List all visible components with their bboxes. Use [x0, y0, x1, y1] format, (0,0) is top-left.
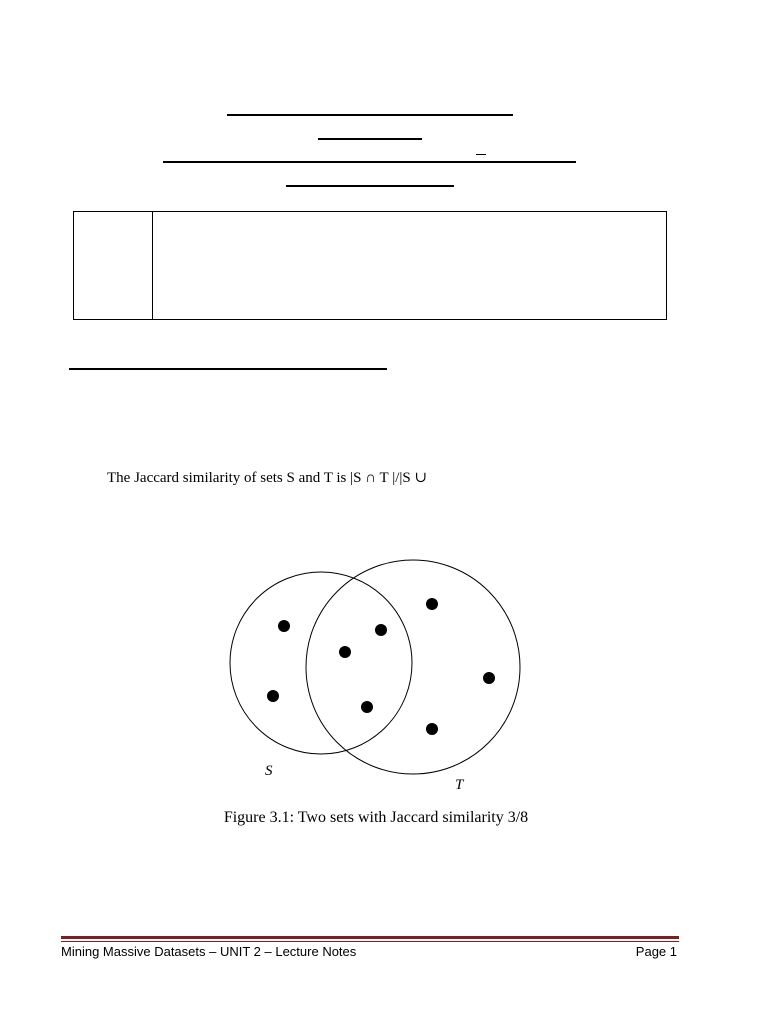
set-element-dot: [426, 598, 438, 610]
set-s-circle: [230, 572, 412, 754]
jaccard-definition-text: The Jaccard similarity of sets S and T is |S ∩ T |/|S ∪: [107, 470, 428, 486]
figure-caption: Figure 3.1: Two sets with Jaccard similarity 3/8: [223, 809, 529, 826]
set-element-dot: [483, 672, 495, 684]
footer-course-title: Mining Massive Datasets – UNIT 2 – Lecture Notes: [61, 944, 357, 959]
footer-rule-thin: [61, 941, 679, 942]
set-element-dot: [426, 723, 438, 735]
set-t-label: T: [455, 777, 464, 793]
set-element-dot: [375, 624, 387, 636]
set-t-circle: [306, 560, 520, 774]
set-element-dot: [278, 620, 290, 632]
footer-rule: [61, 936, 679, 939]
set-element-dot: [339, 646, 351, 658]
set-s-label: S: [265, 763, 273, 779]
set-element-dot: [361, 701, 373, 713]
set-element-dot: [267, 690, 279, 702]
footer-page-number: Page 1: [635, 944, 677, 959]
